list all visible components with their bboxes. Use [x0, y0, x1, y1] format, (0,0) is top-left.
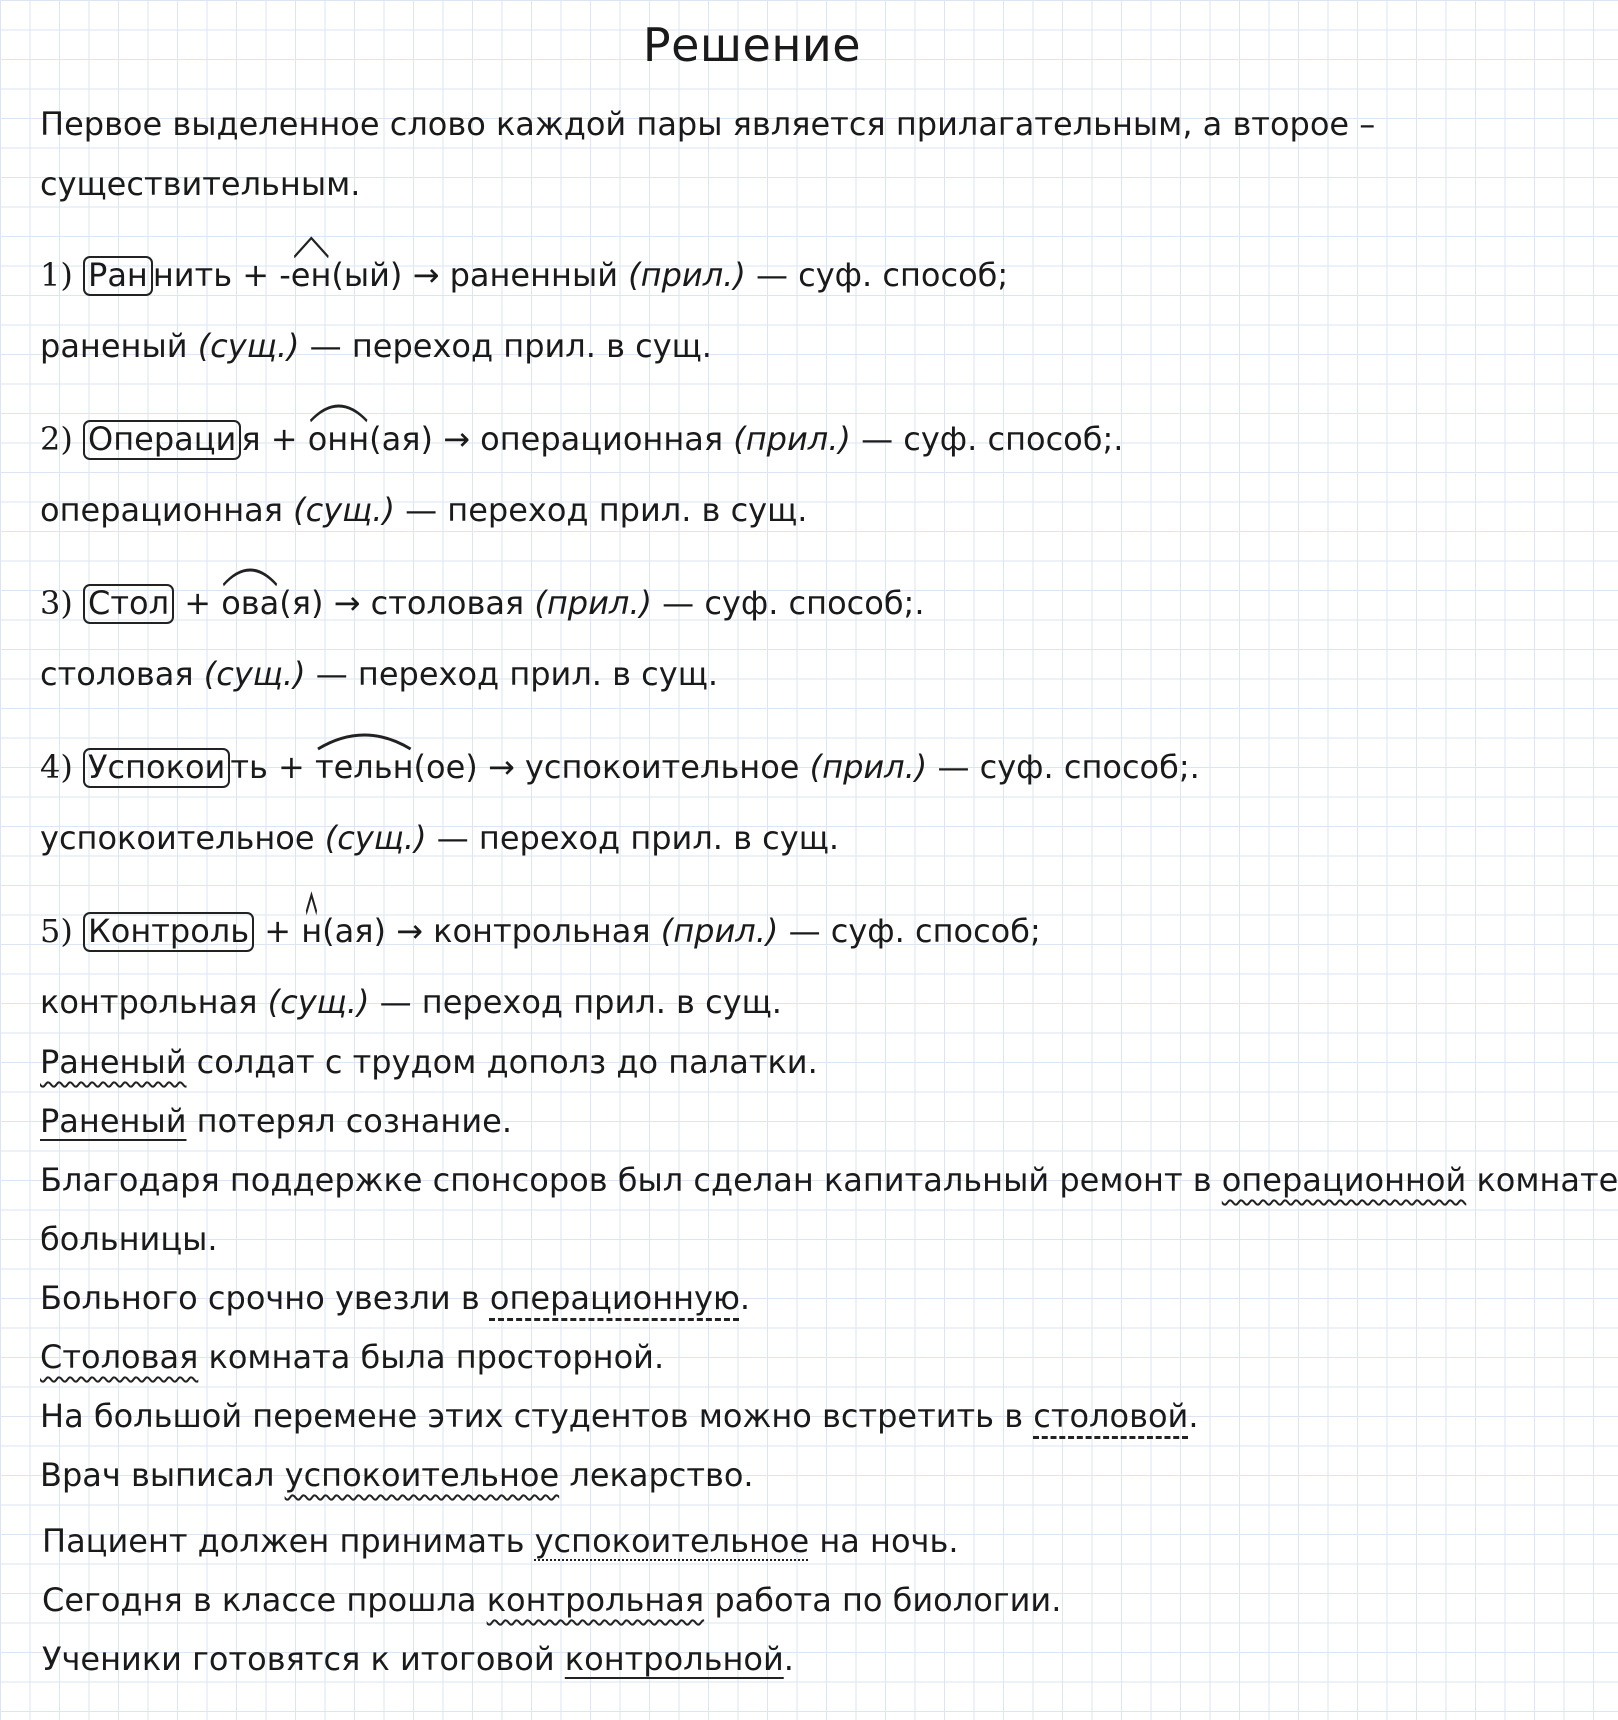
- ending-text: (ое) → успокоительное: [413, 748, 810, 786]
- pos-label: (сущ.): [203, 655, 306, 693]
- method-text: — переход прил. в сущ.: [299, 327, 712, 365]
- sentence-10: Ученики готовятся к итоговой контрольной.: [42, 1640, 794, 1678]
- conversion-word: раненый: [40, 327, 198, 365]
- ending-text: (я) → столовая: [279, 584, 535, 622]
- method-text: — суф. способ;.: [927, 748, 1200, 786]
- pos-label: (сущ.): [324, 819, 427, 857]
- root-box: Успокои: [83, 748, 230, 788]
- item-1-formation: [40, 256, 1008, 296]
- ending-text: (ая) → операционная: [369, 420, 734, 458]
- underlined-word: операционной: [1221, 1161, 1467, 1199]
- conversion-word: столовая: [40, 655, 204, 693]
- sentence-8: Пациент должен принимать успокоительное на ночь.: [42, 1522, 959, 1560]
- ending-text: (ая) → контрольная: [322, 912, 661, 950]
- pos-label: (прил.): [733, 420, 851, 458]
- item-number: 4): [40, 748, 73, 786]
- word-rest: +: [254, 912, 302, 950]
- sentence-2: Раненый потерял сознание.: [40, 1102, 512, 1140]
- item-5-conversion: [40, 983, 782, 1021]
- sentence-7: Врач выписал успокоительное лекарство.: [40, 1456, 754, 1494]
- word-rest: я +: [241, 420, 308, 458]
- suffix-arc-icon: [315, 727, 414, 751]
- suffix-mark: тельн: [315, 751, 414, 783]
- method-text: — переход прил. в сущ.: [426, 819, 840, 857]
- item-2-formation: [40, 420, 1123, 460]
- intro-line-1: Первое выделенное слово каждой пары является прилагательным, а второе –: [40, 105, 1376, 143]
- sentence-6: На большой перемене этих студентов можно встретить в столовой.: [40, 1397, 1199, 1435]
- suffix-arc-icon: [301, 891, 322, 915]
- pos-label: (прил.): [809, 748, 928, 786]
- sentence-9: Сегодня в классе прошла контрольная работа по биологии.: [42, 1581, 1062, 1619]
- conversion-word: успокоительное: [40, 819, 325, 857]
- method-text: — суф. способ;: [778, 912, 1041, 950]
- sentence-1: Раненый солдат с трудом дополз до палатки.: [40, 1043, 818, 1081]
- suffix-arc-icon: [291, 235, 332, 259]
- method-text: — переход прил. в сущ.: [369, 983, 782, 1021]
- sentence-3: Благодаря поддержке спонсоров был сделан капитальный ремонт в операционной комнате: [40, 1161, 1618, 1199]
- item-number: 1): [40, 256, 73, 294]
- item-number: 3): [40, 584, 73, 622]
- method-text: — переход прил. в сущ.: [305, 655, 719, 693]
- underlined-word: Раненый: [40, 1043, 187, 1081]
- suffix-mark: н: [301, 915, 322, 947]
- root-box: Контроль: [83, 912, 254, 952]
- item-5-formation: [40, 912, 1041, 952]
- sentence-3-cont: больницы.: [40, 1220, 218, 1258]
- suffix-mark: онн: [308, 423, 369, 455]
- underlined-word: успокоительное: [534, 1522, 810, 1560]
- conversion-word: операционная: [40, 491, 294, 529]
- suffix-arc-icon: [221, 563, 279, 587]
- method-text: — суф. способ;.: [850, 420, 1124, 458]
- pos-label: (сущ.): [197, 327, 300, 365]
- conversion-word: контрольная: [40, 983, 268, 1021]
- item-4-formation: [40, 748, 1200, 788]
- pos-label: (сущ.): [267, 983, 370, 1021]
- root-box: Операци: [83, 420, 241, 460]
- root-box: Стол: [83, 584, 174, 624]
- underlined-word: столовой: [1033, 1397, 1189, 1435]
- pos-label: (прил.): [628, 256, 746, 294]
- page-title: Решение: [642, 18, 862, 72]
- pos-label: (прил.): [660, 912, 779, 950]
- method-text: — переход прил. в сущ.: [394, 491, 808, 529]
- word-rest: нить + -: [152, 256, 291, 294]
- item-3-formation: [40, 584, 925, 624]
- item-2-conversion: [40, 491, 808, 529]
- item-number: 5): [40, 912, 73, 950]
- suffix-mark: ен: [291, 259, 332, 291]
- underlined-word: Раненый: [40, 1102, 187, 1140]
- word-rest: +: [174, 584, 222, 622]
- underlined-word: контрольная: [486, 1581, 705, 1619]
- method-text: — суф. способ;.: [651, 584, 925, 622]
- underlined-word: контрольной: [564, 1640, 784, 1678]
- intro-line-2: существительным.: [40, 165, 361, 203]
- item-1-conversion: [40, 327, 712, 365]
- item-number: 2): [40, 420, 73, 458]
- sentence-5: Столовая комната была просторной.: [40, 1338, 665, 1376]
- word-rest: ть +: [230, 748, 315, 786]
- pos-label: (прил.): [534, 584, 652, 622]
- sentence-4: Больного срочно увезли в операционную.: [40, 1279, 751, 1317]
- ending-text: (ый) → раненный: [331, 256, 629, 294]
- item-4-conversion: [40, 819, 840, 857]
- suffix-arc-icon: [308, 399, 369, 423]
- underlined-word: успокоительное: [284, 1456, 560, 1494]
- underlined-word: Столовая: [40, 1338, 199, 1376]
- root-box: Ран: [83, 256, 153, 296]
- method-text: — суф. способ;: [745, 256, 1009, 294]
- pos-label: (сущ.): [293, 491, 395, 529]
- item-3-conversion: [40, 655, 719, 693]
- underlined-word: операционную: [489, 1279, 740, 1317]
- suffix-mark: ова: [221, 587, 279, 619]
